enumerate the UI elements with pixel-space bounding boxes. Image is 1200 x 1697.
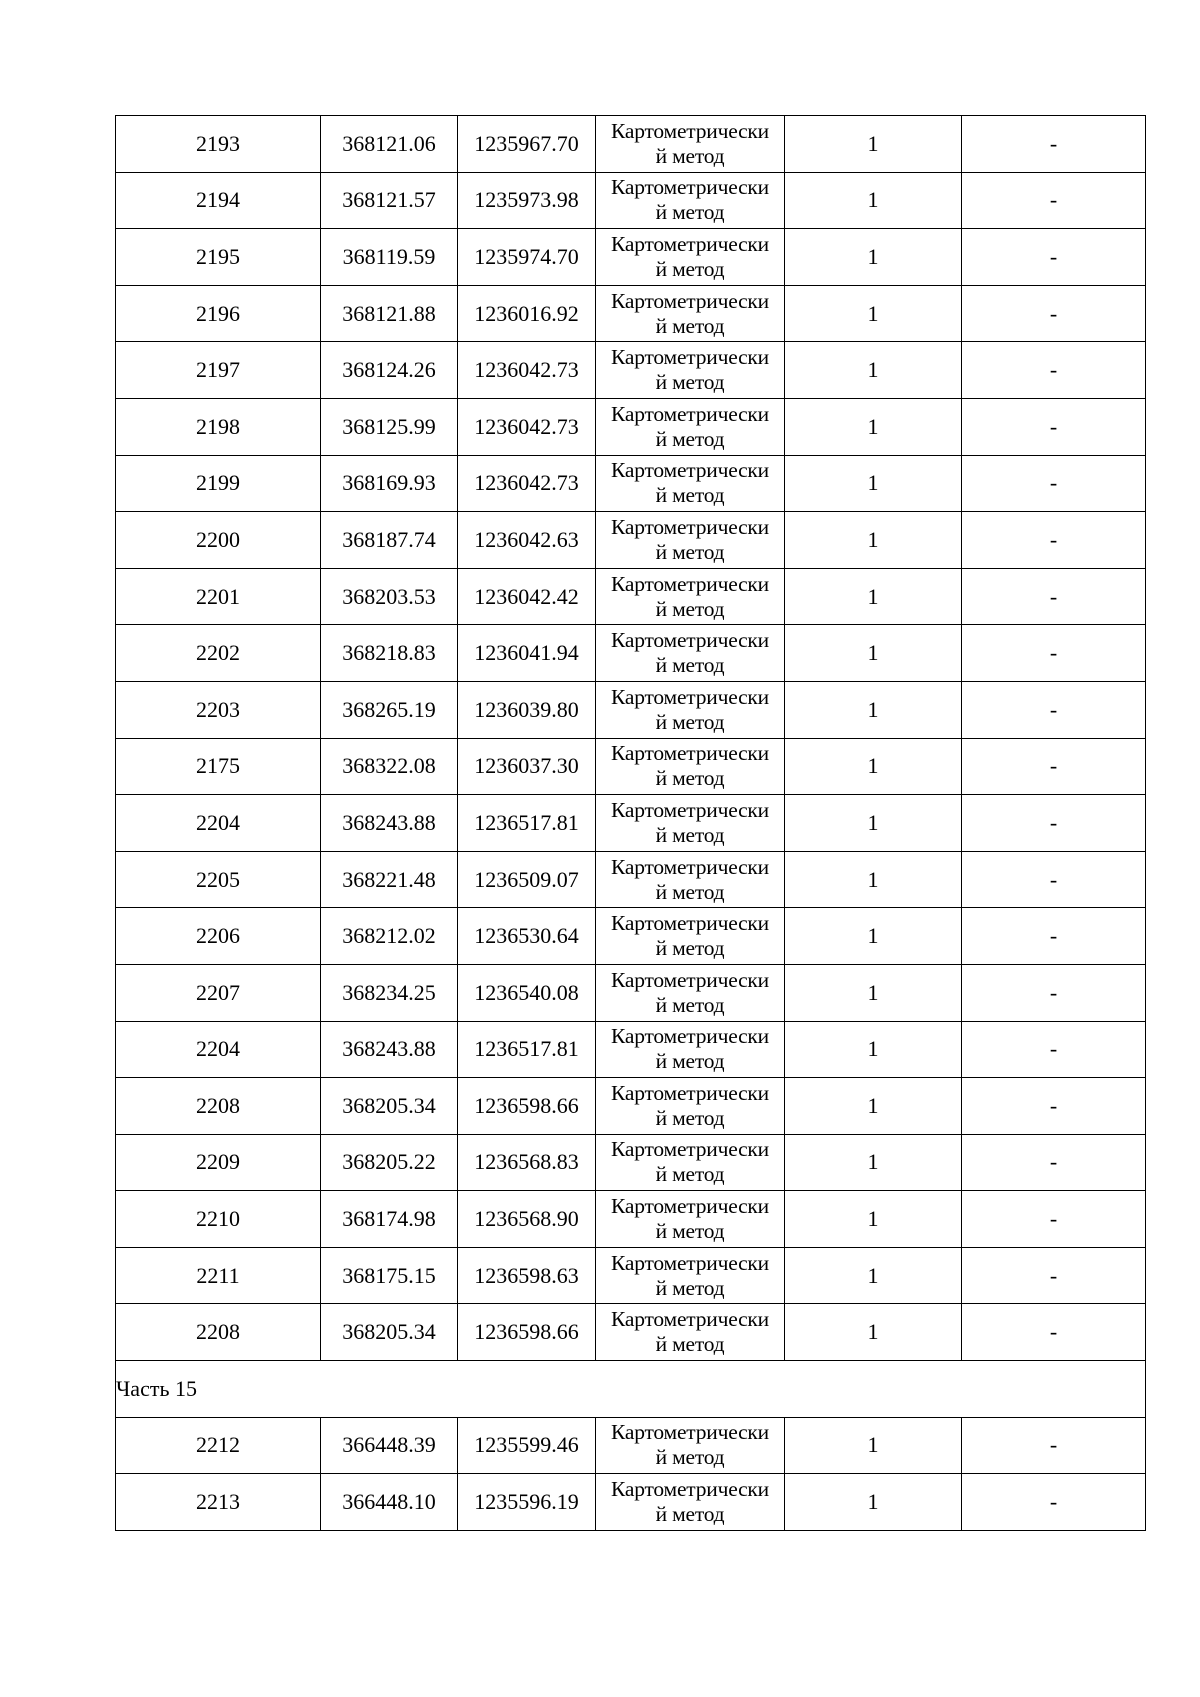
point-id-cell: 2203 <box>116 681 321 738</box>
method-text-line: Картометрически <box>611 514 769 539</box>
method-text-line: Картометрически <box>611 458 769 483</box>
method-cell <box>596 851 785 908</box>
y-coordinate-cell: 1236517.81 <box>458 1021 596 1078</box>
y-coordinate-cell: 1236041.94 <box>458 625 596 682</box>
note-cell: - <box>962 172 1146 229</box>
x-coordinate-cell: 368121.88 <box>321 285 458 342</box>
x-coordinate-cell: 368124.26 <box>321 342 458 399</box>
note-cell: - <box>962 398 1146 455</box>
x-coordinate-cell: 368187.74 <box>321 512 458 569</box>
x-coordinate-cell: 368221.48 <box>321 851 458 908</box>
point-id-cell: 2211 <box>116 1247 321 1304</box>
method-cell <box>596 342 785 399</box>
table-row <box>116 738 1146 795</box>
value-cell: 1 <box>785 172 962 229</box>
method-cell <box>596 1417 785 1474</box>
point-id-cell: 2208 <box>116 1078 321 1135</box>
value-cell: 1 <box>785 1191 962 1248</box>
method-cell <box>596 512 785 569</box>
value-cell: 1 <box>785 1474 962 1531</box>
method-text-line: Картометрически <box>611 1420 769 1445</box>
note-cell: - <box>962 1417 1146 1474</box>
method-text-line: й метод <box>655 200 725 225</box>
method-text-line: Картометрически <box>611 911 769 936</box>
note-cell: - <box>962 851 1146 908</box>
method-text-line: й метод <box>655 143 725 168</box>
point-id-cell: 2205 <box>116 851 321 908</box>
value-cell: 1 <box>785 342 962 399</box>
note-cell: - <box>962 229 1146 286</box>
y-coordinate-cell: 1235967.70 <box>458 116 596 173</box>
method-cell <box>596 398 785 455</box>
x-coordinate-cell: 368243.88 <box>321 795 458 852</box>
method-cell <box>596 229 785 286</box>
y-coordinate-cell: 1236042.63 <box>458 512 596 569</box>
y-coordinate-cell: 1236037.30 <box>458 738 596 795</box>
coordinates-table-body <box>116 116 1146 1531</box>
note-cell: - <box>962 795 1146 852</box>
method-text-line: й метод <box>655 766 725 791</box>
method-text-line: й метод <box>655 1275 725 1300</box>
method-text-line: Картометрически <box>611 175 769 200</box>
method-cell <box>596 1191 785 1248</box>
x-coordinate-cell: 368121.06 <box>321 116 458 173</box>
method-text-line: Картометрически <box>611 628 769 653</box>
y-coordinate-cell: 1236042.42 <box>458 568 596 625</box>
y-coordinate-cell: 1236042.73 <box>458 342 596 399</box>
method-cell <box>596 681 785 738</box>
point-id-cell: 2210 <box>116 1191 321 1248</box>
point-id-cell: 2206 <box>116 908 321 965</box>
y-coordinate-cell: 1235973.98 <box>458 172 596 229</box>
method-text-line: й метод <box>655 653 725 678</box>
method-text-line: й метод <box>655 426 725 451</box>
x-coordinate-cell: 368205.22 <box>321 1134 458 1191</box>
value-cell: 1 <box>785 681 962 738</box>
y-coordinate-cell: 1236568.83 <box>458 1134 596 1191</box>
note-cell: - <box>962 681 1146 738</box>
method-cell <box>596 908 785 965</box>
method-text-line: й метод <box>655 822 725 847</box>
method-cell <box>596 1247 785 1304</box>
y-coordinate-cell: 1236540.08 <box>458 964 596 1021</box>
method-text-line: й метод <box>655 483 725 508</box>
table-row <box>116 116 1146 173</box>
table-row <box>116 1474 1146 1531</box>
x-coordinate-cell: 368119.59 <box>321 229 458 286</box>
table-row <box>116 398 1146 455</box>
x-coordinate-cell: 366448.10 <box>321 1474 458 1531</box>
point-id-cell: 2213 <box>116 1474 321 1531</box>
x-coordinate-cell: 368203.53 <box>321 568 458 625</box>
method-text-line: й метод <box>655 1162 725 1187</box>
point-id-cell: 2197 <box>116 342 321 399</box>
coordinates-table <box>115 115 1146 1531</box>
value-cell: 1 <box>785 964 962 1021</box>
method-cell <box>596 116 785 173</box>
method-cell <box>596 1474 785 1531</box>
point-id-cell: 2207 <box>116 964 321 1021</box>
method-text-line: Картометрически <box>611 741 769 766</box>
x-coordinate-cell: 368234.25 <box>321 964 458 1021</box>
method-text-line: Картометрически <box>611 288 769 313</box>
method-text-line: й метод <box>655 1502 725 1527</box>
y-coordinate-cell: 1236509.07 <box>458 851 596 908</box>
value-cell: 1 <box>785 1134 962 1191</box>
method-text-line: Картометрически <box>611 231 769 256</box>
x-coordinate-cell: 368205.34 <box>321 1304 458 1361</box>
method-text-line: Картометрически <box>611 1194 769 1219</box>
method-cell <box>596 172 785 229</box>
table-row <box>116 681 1146 738</box>
note-cell: - <box>962 625 1146 682</box>
method-text-line: Картометрически <box>611 571 769 596</box>
table-row <box>116 1417 1146 1474</box>
method-text-line: й метод <box>655 1445 725 1470</box>
method-text-line: Картометрически <box>611 967 769 992</box>
note-cell: - <box>962 285 1146 342</box>
note-cell: - <box>962 738 1146 795</box>
y-coordinate-cell: 1235596.19 <box>458 1474 596 1531</box>
note-cell: - <box>962 342 1146 399</box>
value-cell: 1 <box>785 512 962 569</box>
method-text-line: Картометрически <box>611 345 769 370</box>
method-cell <box>596 795 785 852</box>
table-row <box>116 172 1146 229</box>
method-text-line: Картометрически <box>611 684 769 709</box>
y-coordinate-cell: 1236042.73 <box>458 398 596 455</box>
note-cell: - <box>962 1304 1146 1361</box>
x-coordinate-cell: 368243.88 <box>321 1021 458 1078</box>
method-text-line: й метод <box>655 879 725 904</box>
method-text-line: й метод <box>655 936 725 961</box>
value-cell: 1 <box>785 851 962 908</box>
point-id-cell: 2204 <box>116 795 321 852</box>
method-cell <box>596 1134 785 1191</box>
point-id-cell: 2198 <box>116 398 321 455</box>
method-text-line: Картометрически <box>611 1307 769 1332</box>
point-id-cell: 2204 <box>116 1021 321 1078</box>
note-cell: - <box>962 1247 1146 1304</box>
method-text-line: Картометрически <box>611 1024 769 1049</box>
value-cell: 1 <box>785 1021 962 1078</box>
value-cell: 1 <box>785 908 962 965</box>
point-id-cell: 2200 <box>116 512 321 569</box>
y-coordinate-cell: 1235599.46 <box>458 1417 596 1474</box>
value-cell: 1 <box>785 455 962 512</box>
point-id-cell: 2209 <box>116 1134 321 1191</box>
value-cell: 1 <box>785 795 962 852</box>
x-coordinate-cell: 368265.19 <box>321 681 458 738</box>
section-label: Часть 15 <box>116 1361 1146 1418</box>
table-row <box>116 1021 1146 1078</box>
method-text-line: Картометрически <box>611 401 769 426</box>
x-coordinate-cell: 366448.39 <box>321 1417 458 1474</box>
y-coordinate-cell: 1236598.66 <box>458 1078 596 1135</box>
method-text-line: й метод <box>655 1332 725 1357</box>
y-coordinate-cell: 1235974.70 <box>458 229 596 286</box>
point-id-cell: 2202 <box>116 625 321 682</box>
method-text-line: Картометрически <box>611 1080 769 1105</box>
note-cell: - <box>962 1474 1146 1531</box>
x-coordinate-cell: 368121.57 <box>321 172 458 229</box>
value-cell: 1 <box>785 1247 962 1304</box>
x-coordinate-cell: 368125.99 <box>321 398 458 455</box>
method-text-line: й метод <box>655 1105 725 1130</box>
y-coordinate-cell: 1236517.81 <box>458 795 596 852</box>
x-coordinate-cell: 368322.08 <box>321 738 458 795</box>
value-cell: 1 <box>785 738 962 795</box>
point-id-cell: 2212 <box>116 1417 321 1474</box>
point-id-cell: 2193 <box>116 116 321 173</box>
table-row <box>116 1191 1146 1248</box>
table-row <box>116 229 1146 286</box>
method-cell <box>596 964 785 1021</box>
x-coordinate-cell: 368175.15 <box>321 1247 458 1304</box>
x-coordinate-cell: 368174.98 <box>321 1191 458 1248</box>
point-id-cell: 2175 <box>116 738 321 795</box>
method-text-line: Картометрически <box>611 118 769 143</box>
method-text-line: й метод <box>655 313 725 338</box>
value-cell: 1 <box>785 1304 962 1361</box>
table-row <box>116 512 1146 569</box>
table-row <box>116 964 1146 1021</box>
value-cell: 1 <box>785 229 962 286</box>
y-coordinate-cell: 1236016.92 <box>458 285 596 342</box>
point-id-cell: 2194 <box>116 172 321 229</box>
method-text-line: й метод <box>655 539 725 564</box>
method-cell <box>596 1304 785 1361</box>
method-cell <box>596 1021 785 1078</box>
method-text-line: й метод <box>655 1049 725 1074</box>
note-cell: - <box>962 116 1146 173</box>
method-text-line: й метод <box>655 370 725 395</box>
note-cell: - <box>962 964 1146 1021</box>
table-row <box>116 851 1146 908</box>
x-coordinate-cell: 368169.93 <box>321 455 458 512</box>
table-row <box>116 795 1146 852</box>
note-cell: - <box>962 568 1146 625</box>
method-cell <box>596 625 785 682</box>
value-cell: 1 <box>785 1078 962 1135</box>
method-text-line: й метод <box>655 709 725 734</box>
table-row <box>116 455 1146 512</box>
note-cell: - <box>962 512 1146 569</box>
note-cell: - <box>962 1134 1146 1191</box>
point-id-cell: 2199 <box>116 455 321 512</box>
y-coordinate-cell: 1236039.80 <box>458 681 596 738</box>
method-cell <box>596 285 785 342</box>
point-id-cell: 2208 <box>116 1304 321 1361</box>
note-cell: - <box>962 455 1146 512</box>
table-row <box>116 908 1146 965</box>
method-text-line: Картометрически <box>611 1250 769 1275</box>
method-text-line: Картометрически <box>611 854 769 879</box>
value-cell: 1 <box>785 1417 962 1474</box>
note-cell: - <box>962 1021 1146 1078</box>
method-text-line: й метод <box>655 256 725 281</box>
y-coordinate-cell: 1236598.66 <box>458 1304 596 1361</box>
method-text-line: й метод <box>655 992 725 1017</box>
x-coordinate-cell: 368212.02 <box>321 908 458 965</box>
y-coordinate-cell: 1236568.90 <box>458 1191 596 1248</box>
table-row <box>116 1134 1146 1191</box>
method-text-line: Картометрически <box>611 797 769 822</box>
value-cell: 1 <box>785 568 962 625</box>
note-cell: - <box>962 908 1146 965</box>
method-text-line: Картометрически <box>611 1137 769 1162</box>
value-cell: 1 <box>785 116 962 173</box>
method-text-line: й метод <box>655 1219 725 1244</box>
point-id-cell: 2195 <box>116 229 321 286</box>
x-coordinate-cell: 368205.34 <box>321 1078 458 1135</box>
method-text-line: й метод <box>655 596 725 621</box>
value-cell: 1 <box>785 398 962 455</box>
value-cell: 1 <box>785 625 962 682</box>
note-cell: - <box>962 1191 1146 1248</box>
table-row <box>116 285 1146 342</box>
x-coordinate-cell: 368218.83 <box>321 625 458 682</box>
table-row <box>116 568 1146 625</box>
note-cell: - <box>962 1078 1146 1135</box>
point-id-cell: 2201 <box>116 568 321 625</box>
table-row <box>116 625 1146 682</box>
method-cell <box>596 738 785 795</box>
method-cell <box>596 1078 785 1135</box>
y-coordinate-cell: 1236042.73 <box>458 455 596 512</box>
table-row <box>116 1247 1146 1304</box>
y-coordinate-cell: 1236598.63 <box>458 1247 596 1304</box>
value-cell: 1 <box>785 285 962 342</box>
table-row <box>116 342 1146 399</box>
table-row <box>116 1078 1146 1135</box>
method-text-line: Картометрически <box>611 1477 769 1502</box>
section-row <box>116 1361 1146 1418</box>
point-id-cell: 2196 <box>116 285 321 342</box>
method-cell <box>596 455 785 512</box>
method-cell <box>596 568 785 625</box>
table-row <box>116 1304 1146 1361</box>
y-coordinate-cell: 1236530.64 <box>458 908 596 965</box>
